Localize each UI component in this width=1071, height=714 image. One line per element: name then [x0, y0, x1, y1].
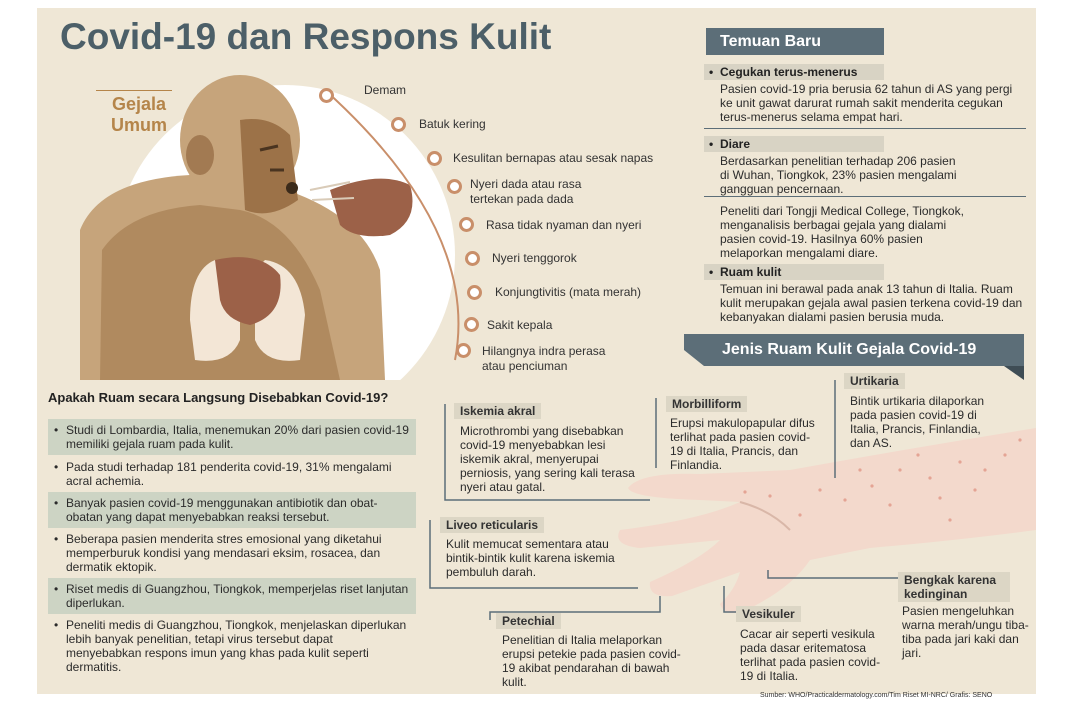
- symptom-nyeri-dada: Nyeri dada atau rasa tertekan pada dada: [470, 177, 582, 206]
- jenis-label-iskemia: Iskemia akral: [454, 403, 541, 419]
- question-bullet: • Beberapa pasien menderita stres emosional yang diketahui memperburuk kondisi yang mendasari eksim, rosacea, dan dermatik ektopik.: [48, 528, 416, 578]
- question-bullet: • Studi di Lombardia, Italia, menemukan 20% dari pasien covid-19 memiliki gejala ruam pada kulit.: [48, 419, 416, 455]
- symptom-batuk: Batuk kering: [419, 117, 486, 131]
- jenis-header: Jenis Ruam Kulit Gejala Covid-19: [722, 341, 977, 358]
- temuan-text-ruam: Temuan ini berawal pada anak 13 tahun di Italia. Ruam kulit merupakan gejala awal pasien terkena covid-19 dan kebanyakan dialami pasien berusia muda.: [720, 282, 1023, 324]
- jenis-text-morbilliform: Erupsi makulopapular difus terlihat pada pasien covid-19 di Italia, Prancis, dan Finlandia.: [670, 416, 815, 472]
- jenis-label-vesikuler: Vesikuler: [736, 606, 801, 622]
- jenis-text-bengkak: Pasien mengeluhkan warna merah/ungu tiba-tiba pada jari kaki dan jari.: [902, 604, 1029, 660]
- symptom-sesak: Kesulitan bernapas atau sesak napas: [453, 151, 654, 165]
- jenis-text-urtikaria: Bintik urtikaria dilaporkan pada pasien covid-19 di Italia, Prancis, Finlandia, dan AS.: [850, 394, 985, 450]
- temuan-header: Temuan Baru: [706, 28, 884, 55]
- temuan-label-ruam: • Ruam kulit: [704, 264, 884, 280]
- question-title: Apakah Ruam secara Langsung Disebabkan Covid-19?: [48, 390, 389, 405]
- question-bullet: • Banyak pasien covid-19 menggunakan antibiotik dan obat-obatan yang dapat menyebabkan reaksi tersebut.: [48, 492, 416, 528]
- symptom-penciuman: Hilangnya indra perasa atau penciuman: [482, 344, 606, 373]
- gejala-line1: Gejala: [111, 94, 167, 114]
- source-credit: Sumber: WHO/Practicaldermatology.com/Tim Riset MI-NRC/ Grafis: SENO: [760, 692, 993, 699]
- temuan-text-diare: Berdasarkan penelitian terhadap 206 pasien di Wuhan, Tiongkok, 23% pasien mengalami gangguan pencernaan.: [720, 154, 957, 196]
- page-title: Covid-19 dan Respons Kulit: [60, 16, 552, 57]
- symptom-konjungtivitis: Konjungtivitis (mata merah): [495, 285, 642, 299]
- jenis-text-iskemia: Microthrombi yang disebabkan covid-19 menyebabkan lesi iskemik akral, menyerupai perniosis, yang sering kali terasa nyeri atau gatal.: [460, 424, 635, 494]
- jenis-label-petechial: Petechial: [496, 613, 561, 629]
- jenis-text-vesikuler: Cacar air seperti vesikula pada dasar eritematosa terlihat pada pasien covid-19 di Italia.: [740, 627, 881, 683]
- jenis-label-morbilliform: Morbilliform: [666, 396, 747, 412]
- temuan-text-cegukan: Pasien covid-19 pria berusia 62 tahun di AS yang pergi ke unit gawat darurat rumah sakit menderita cegukan terus-menerus selama empat hari.: [720, 82, 1013, 124]
- jenis-text-liveo: Kulit memucat sementara atau bintik-bintik kulit karena iskemia pembuluh darah.: [446, 537, 615, 579]
- question-bullet: • Peneliti medis di Guangzhou, Tiongkok, menjelaskan diperlukan lebih banyak penelitian, tetapi virus tersebut dapat menyebabkan respons imun yang khas pada kulit seperti dermatitis.: [48, 614, 416, 678]
- temuan-label-diare: • Diare: [704, 136, 884, 152]
- temuan-text-diare-2: Peneliti dari Tongji Medical College, Tiongkok, menganalisis berbagai gejala yang dialami pasien covid-19. Hasilnya 60% pasien melaporkan mengalami diare.: [720, 204, 964, 260]
- temuan-label-cegukan: • Cegukan terus-menerus: [704, 64, 884, 80]
- gejala-line2: Umum: [110, 115, 167, 135]
- symptom-tenggorok: Nyeri tenggorok: [492, 251, 577, 265]
- symptom-demam: Demam: [364, 83, 407, 97]
- symptom-tidak-nyaman: Rasa tidak nyaman dan nyeri: [486, 218, 642, 232]
- jenis-text-petechial: Penelitian di Italia melaporkan erupsi petekie pada pasien covid-19 akibat pendarahan di bawah kulit.: [502, 633, 681, 689]
- question-bullet: • Pada studi terhadap 181 penderita covid-19, 31% mengalami acral achemia.: [48, 456, 416, 492]
- jenis-label-urtikaria: Urtikaria: [844, 373, 905, 389]
- symptom-sakit-kepala: Sakit kepala: [487, 318, 553, 332]
- question-bullet: • Riset medis di Guangzhou, Tiongkok, memperjelas riset lanjutan diperlukan.: [48, 578, 416, 614]
- jenis-label-bengkak: Bengkak karena kedinginan: [898, 572, 1010, 602]
- jenis-label-liveo: Liveo reticularis: [440, 517, 544, 533]
